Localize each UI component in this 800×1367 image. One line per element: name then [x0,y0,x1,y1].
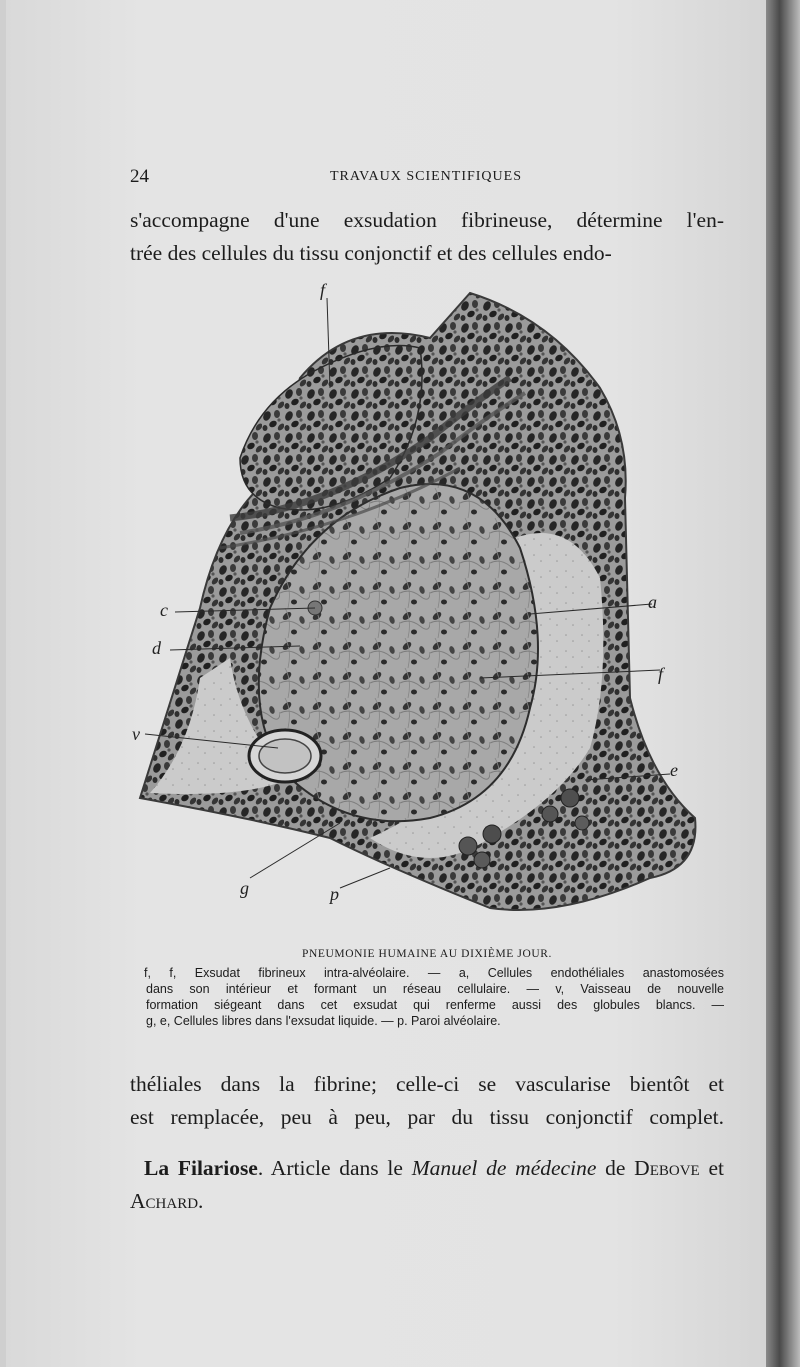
caption-line: dans son intérieur et formant un réseau cellulaire. — v, Vaisseau de nouvelle [146,982,724,996]
running-title: TRAVAUX SCIENTIFIQUES [329,169,522,184]
figure-caption-title: PNEUMONIE HUMAINE AU DIXIÈME JOUR. [301,948,553,960]
label-g: g [240,878,249,898]
page-header [130,166,722,192]
text-line: s'accompagne d'une exsudation fibrineuse, détermine l'en- [130,208,724,232]
entry-work: Manuel de médecine [411,1156,597,1180]
histology-figure [130,278,710,938]
label-f-top: f [320,280,326,300]
entry-author-1: Debove [634,1156,700,1180]
label-v: v [132,724,140,744]
label-c: c [160,600,168,620]
page-number: 24 [130,166,149,187]
label-a: a [648,592,657,612]
paragraph-2 [130,1068,724,1134]
label-p: p [330,884,339,904]
bibliography-entry [130,1152,724,1218]
entry-by: de [596,1156,635,1180]
text-line: théliales dans la fibrine; celle-ci se vascularise bientôt et [130,1072,724,1096]
label-e: e [670,760,678,780]
label-d: d [152,638,161,658]
entry-title: La Filariose [144,1156,258,1180]
entry-conj: et [699,1156,724,1180]
page-gutter-shadow [766,0,800,1367]
text-line: est remplacée, peu à peu, par du tissu conjonctif complet. [130,1105,724,1129]
figure-illustration [130,278,710,938]
text-line: trée des cellules du tissu conjonctif et des cellules endo- [130,241,612,265]
label-f-right: f [658,664,664,684]
entry-author-2: Achard [130,1189,199,1213]
caption-line: f, f, Exsudat fibrineux intra-alvéolaire. — a, Cellules endothéliales anastomosées [144,966,724,980]
entry-intro: . Article dans le [257,1156,412,1180]
entry-end: . [198,1189,204,1213]
caption-line: formation siégeant dans cet exsudat qui renferme aussi des globules blancs. — [146,998,724,1012]
caption-line: g, e, Cellules libres dans l'exsudat liquide. — p. Paroi alvéolaire. [146,1014,501,1028]
figure-caption [146,965,724,1029]
paragraph-1 [130,204,724,270]
